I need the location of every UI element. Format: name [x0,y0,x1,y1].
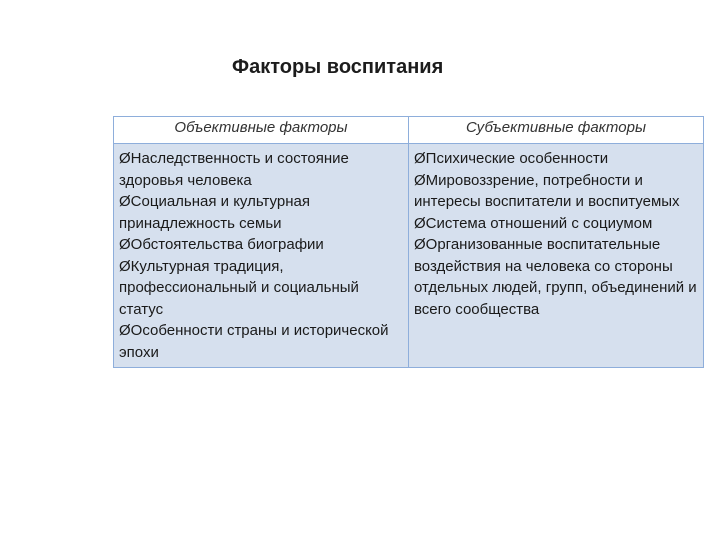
bullet-marker: Ø [414,171,426,189]
subjective-item-text: Организованные воспитательные воздействия на человека со стороны отдельных людей, групп, объединений и всего сообщества [414,236,697,318]
list-item [119,320,402,363]
objective-item-text: Наследственность и состояние здоровья человека [119,150,349,189]
factors-table [113,116,704,368]
bullet-marker: Ø [119,236,131,253]
table-header-row [114,117,704,144]
objective-item-text: Социальная и культурная принадлежность семьи [119,193,310,232]
objective-item-text: Обстоятельства биографии [130,236,324,253]
bullet-marker: Ø [119,193,131,210]
objective-item-text: Культурная традиция, профессиональный и социальный статус [119,257,359,318]
objective-item-text: Особенности страны и исторической эпохи [119,322,389,361]
list-item [414,213,697,235]
list-item [119,148,402,191]
list-item [119,256,402,321]
list-item [414,170,697,213]
slide-title: Факторы воспитания [232,56,444,78]
bullet-marker: Ø [414,214,426,232]
list-item [119,191,402,234]
table-body-row [114,144,704,368]
subjective-factors-cell [409,144,704,368]
subjective-item-text: Система отношений с социумом [425,214,653,232]
list-item [414,234,697,320]
bullet-marker: Ø [414,150,426,167]
list-item [414,148,697,170]
header-objective-factors: Объективные факторы [114,117,409,144]
bullet-marker: Ø [119,257,131,275]
header-subjective-factors: Субъективные факторы [409,117,704,144]
bullet-marker: Ø [119,150,131,167]
list-item [119,234,402,256]
objective-factors-cell [114,144,409,368]
subjective-item-text: Психические особенности [425,150,609,167]
bullet-marker: Ø [414,236,426,253]
bullet-marker: Ø [119,322,131,339]
subjective-item-text: Мировоззрение, потребности и интересы воспитатели и воспитуемых [414,171,680,210]
